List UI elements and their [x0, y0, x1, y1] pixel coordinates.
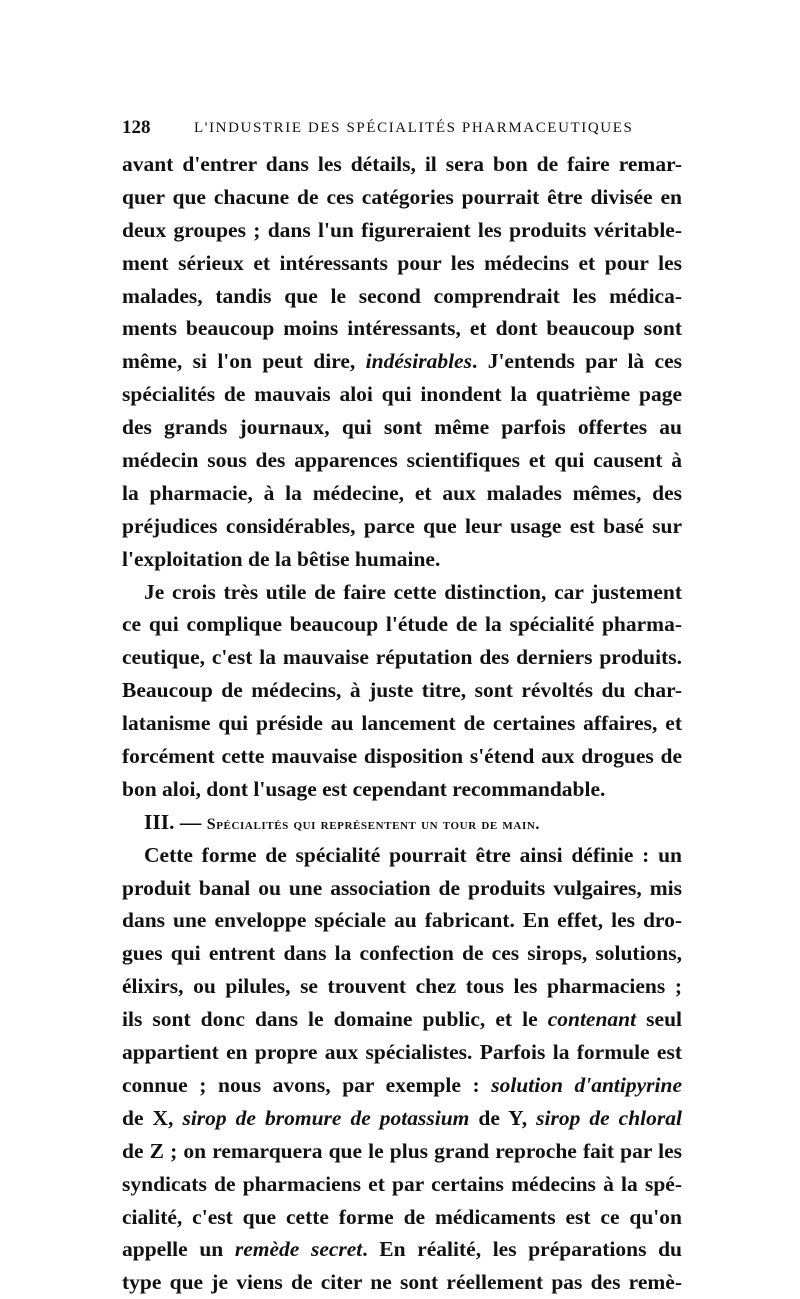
text-line: quer que chacune de ces catégories pourrait être divisée en — [122, 184, 682, 209]
text-line: cialité, c'est que cette forme de médicaments est ce qu'on — [122, 1204, 682, 1229]
text-line: de X, sirop de bromure de potassium de Y, sirop de chloral — [122, 1105, 682, 1130]
text-line: élixirs, ou pilules, se trouvent chez tous les pharmaciens ; — [122, 974, 682, 999]
text-line: deux groupes ; dans l'un figureraient les produits véritable- — [122, 217, 682, 242]
text-line: connue ; nous avons, par exemple : solution d'antipyrine — [122, 1072, 682, 1097]
text-line: même, si l'on peut dire, indésirables. J'entends par là ces — [122, 349, 682, 374]
section-number: III. — — [144, 809, 202, 834]
text-line: syndicats de pharmaciens et par certains médecins à la spé- — [122, 1171, 682, 1196]
text-line: la pharmacie, à la médecine, et aux malades mêmes, des — [122, 480, 682, 505]
text-line: préjudices considérables, parce que leur usage est basé sur — [122, 513, 682, 538]
text-line: ce qui complique beaucoup l'étude de la spécialité pharma- — [122, 612, 682, 637]
text-line: ils sont donc dans le domaine public, et le contenant seul — [122, 1007, 682, 1032]
text-line: bon aloi, dont l'usage est cependant recommandable. — [122, 776, 606, 801]
text-line: Je crois très utile de faire cette distinction, car justement — [144, 579, 682, 604]
text-line: des grands journaux, qui sont même parfois offertes au — [122, 415, 682, 440]
italic-term: remède secret — [234, 1237, 363, 1262]
italic-term: sirop de chloral — [536, 1105, 682, 1130]
text-line: gues qui entrent dans la confection de ces sirops, solutions, — [122, 941, 682, 966]
italic-term: sirop de bromure de potassium — [182, 1105, 470, 1130]
italic-term: solution d'antipyrine — [491, 1072, 682, 1097]
text-line: appelle un remède secret. En réalité, les préparations du — [122, 1237, 682, 1262]
running-title: L'INDUSTRIE DES SPÉCIALITÉS PHARMACEUTIQUES — [194, 120, 634, 136]
text-line: avant d'entrer dans les détails, il sera bon de faire remar- — [122, 152, 682, 176]
body-text — [122, 148, 682, 1299]
text-line: produit banal ou une association de produits vulgaires, mis — [122, 875, 682, 900]
paragraph-1 — [122, 148, 682, 576]
text-line: ment sérieux et intéressants pour les médecins et pour les — [122, 250, 682, 275]
text-line: type que je viens de citer ne sont réellement pas des remè- — [122, 1270, 682, 1295]
text-line: ments beaucoup moins intéressants, et dont beaucoup sont — [122, 316, 682, 341]
paragraph-3 — [122, 839, 682, 1299]
text-line: l'exploitation de la bêtise humaine. — [122, 546, 441, 571]
italic-term: contenant — [547, 1007, 637, 1032]
text-line: de Z ; on remarquera que le plus grand reproche fait par les — [122, 1138, 682, 1163]
text-line: appartient en propre aux spécialistes. Parfois la formule est — [122, 1040, 682, 1065]
italic-term: indésirables — [365, 349, 472, 374]
page-number: 128 — [122, 117, 151, 138]
section-heading — [122, 806, 682, 839]
paragraph-2 — [122, 576, 682, 806]
running-header — [122, 114, 682, 142]
text-line: Beaucoup de médecins, à juste titre, sont révoltés du char- — [122, 678, 682, 703]
text-line: spécialités de mauvais aloi qui inondent la quatrième page — [122, 382, 682, 407]
text-line: médecin sous des apparences scientifiques et qui causent à — [122, 448, 682, 473]
book-page — [122, 114, 682, 1299]
text-line: malades, tandis que le second comprendrait les médica- — [122, 283, 682, 308]
text-line: Cette forme de spécialité pourrait être ainsi définie : un — [144, 842, 682, 867]
text-line: ceutique, c'est la mauvaise réputation des derniers produits. — [122, 645, 682, 670]
text-line: dans une enveloppe spéciale au fabricant. En effet, les dro- — [122, 908, 682, 933]
text-line: forcément cette mauvaise disposition s'étend aux drogues de — [122, 744, 682, 769]
section-title: Spécialités qui représentent un tour de main. — [206, 815, 540, 833]
text-line: latanisme qui préside au lancement de certaines affaires, et — [122, 711, 682, 736]
